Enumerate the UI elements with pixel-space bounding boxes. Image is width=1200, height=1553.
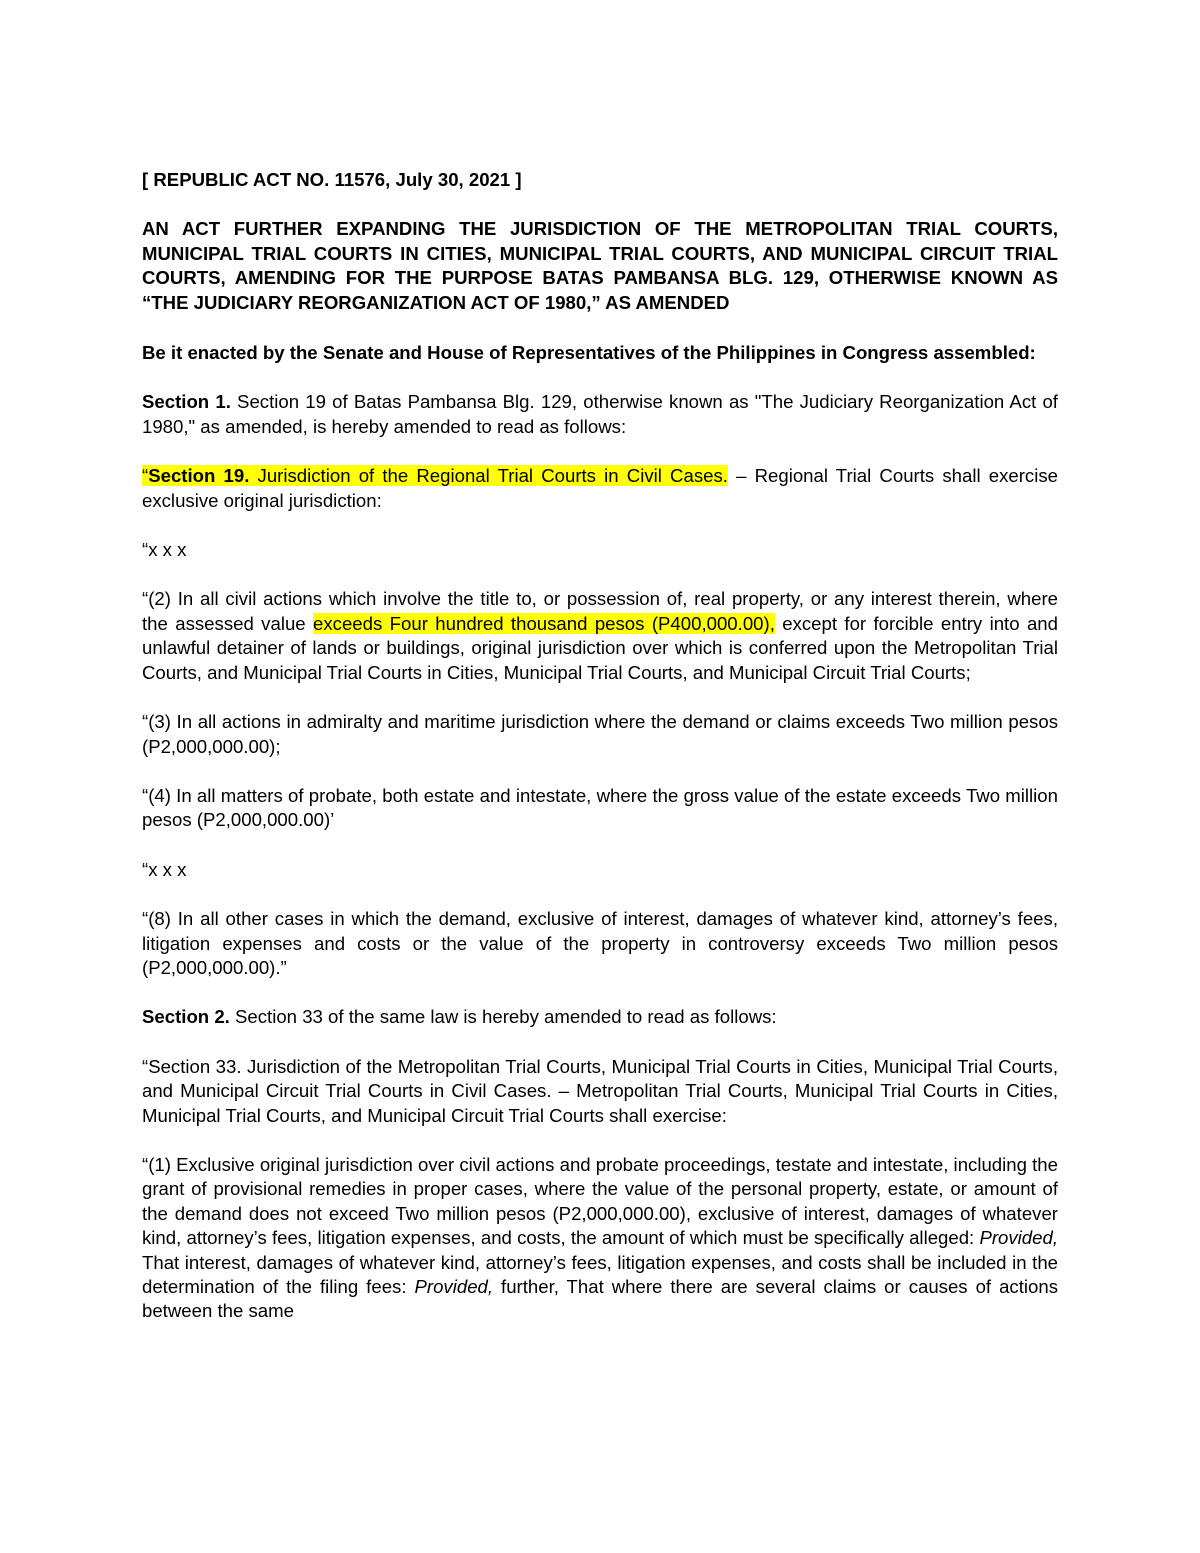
item-1-provided-2: Provided, <box>414 1276 494 1297</box>
section-2-label: Section 2. <box>142 1006 230 1028</box>
item-3-paragraph: “(3) In all actions in admiralty and maritime jurisdiction where the demand or claims exceeds Two million pesos (P2,000,000.00); <box>142 711 1058 757</box>
item-1-paragraph <box>142 1153 1058 1324</box>
section-19-open-quote: “ <box>142 465 149 487</box>
enacting-clause: Be it enacted by the Senate and House of Representatives of the Philippines in Congress assembled: <box>142 342 1036 364</box>
section-1-text: Section 19 of Batas Pambansa Blg. 129, otherwise known as "The Judiciary Reorganization Act of 1980," as amended, is hereby amended to read as follows: <box>142 391 1058 437</box>
item-1-part-c: further, That where there are several claims or causes of actions between the same <box>142 1276 1058 1322</box>
item-1-part-b: That interest, damages of whatever kind, attorney’s fees, litigation expenses, and costs shall be included in the determination of the filing fees: <box>142 1251 1058 1297</box>
item-2-post: except for forcible entry into and unlawful detainer of lands or buildings, original jurisdiction over which is conferred upon the Metropolitan Trial Courts, and Municipal Trial Courts in Cities, Municipal Trial Courts, and Municipal Circuit Trial Courts; <box>142 612 1058 683</box>
section-19-label: Section 19. <box>148 465 250 487</box>
ellipsis-1: “x x x <box>142 539 187 561</box>
item-2-highlight: exceeds Four hundred thousand pesos (P400,000.00), <box>313 612 775 634</box>
section-19-paragraph <box>142 464 1058 513</box>
section-19-text: – Regional Trial Courts shall exercise exclusive original jurisdiction: <box>142 465 1058 511</box>
section-33-paragraph: “Section 33. Jurisdiction of the Metropolitan Trial Courts, Municipal Trial Courts in Cities, Municipal Trial Courts, and Municipal Circuit Trial Courts in Civil Cases. – Metropolitan Trial Courts, Municipal Trial Courts in Cities, Municipal Trial Courts, and Municipal Circuit Trial Courts shall exercise: <box>142 1055 1058 1126</box>
item-2-paragraph <box>142 587 1058 685</box>
section-1-paragraph <box>142 390 1058 439</box>
document-body <box>142 168 1058 1349</box>
act-title: AN ACT FURTHER EXPANDING THE JURISDICTION OF THE METROPOLITAN TRIAL COURTS, MUNICIPAL TRIAL COURTS IN CITIES, MUNICIPAL TRIAL COURTS, AND MUNICIPAL CIRCUIT TRIAL COURTS, AMENDING FOR THE PURPOSE BATAS PAMBANSA BLG. 129, OTHERWISE KNOWN AS “THE JUDICIARY REORGANIZATION ACT OF 1980,” AS AMENDED <box>142 218 1058 313</box>
section-2-text: Section 33 of the same law is hereby amended to read as follows: <box>229 1006 777 1028</box>
act-header: [ REPUBLIC ACT NO. 11576, July 30, 2021 ] <box>142 169 522 190</box>
section-19-title-highlight: Jurisdiction of the Regional Trial Courts in Civil Cases. <box>249 465 728 487</box>
item-4-paragraph: “(4) In all matters of probate, both estate and intestate, where the gross value of the estate exceeds Two million pesos (P2,000,000.00)’ <box>142 784 1058 831</box>
item-1-part-a: “(1) Exclusive original jurisdiction over civil actions and probate proceedings, testate and intestate, including the grant of provisional remedies in proper cases, where the value of the personal property, estate, or amount of the demand does not exceed Two million pesos (P2,000,000.00), exclusive of interest, damages of whatever kind, attorney’s fees, litigation expenses, and costs, the amount of which must be specifically alleged: <box>142 1153 1058 1249</box>
section-2-paragraph <box>142 1005 1058 1029</box>
item-2-pre: “(2) In all civil actions which involve the title to, or possession of, real property, or any interest therein, where the assessed value <box>142 588 1058 634</box>
ellipsis-2: “x x x <box>142 858 187 880</box>
item-1-provided-1: Provided, <box>979 1227 1058 1249</box>
item-8-paragraph: “(8) In all other cases in which the demand, exclusive of interest, damages of whatever kind, attorney’s fees, litigation expenses and costs or the value of the property in controversy exceeds Two million pesos (P2,000,000.00).” <box>142 908 1058 978</box>
section-1-label: Section 1. <box>142 391 231 413</box>
